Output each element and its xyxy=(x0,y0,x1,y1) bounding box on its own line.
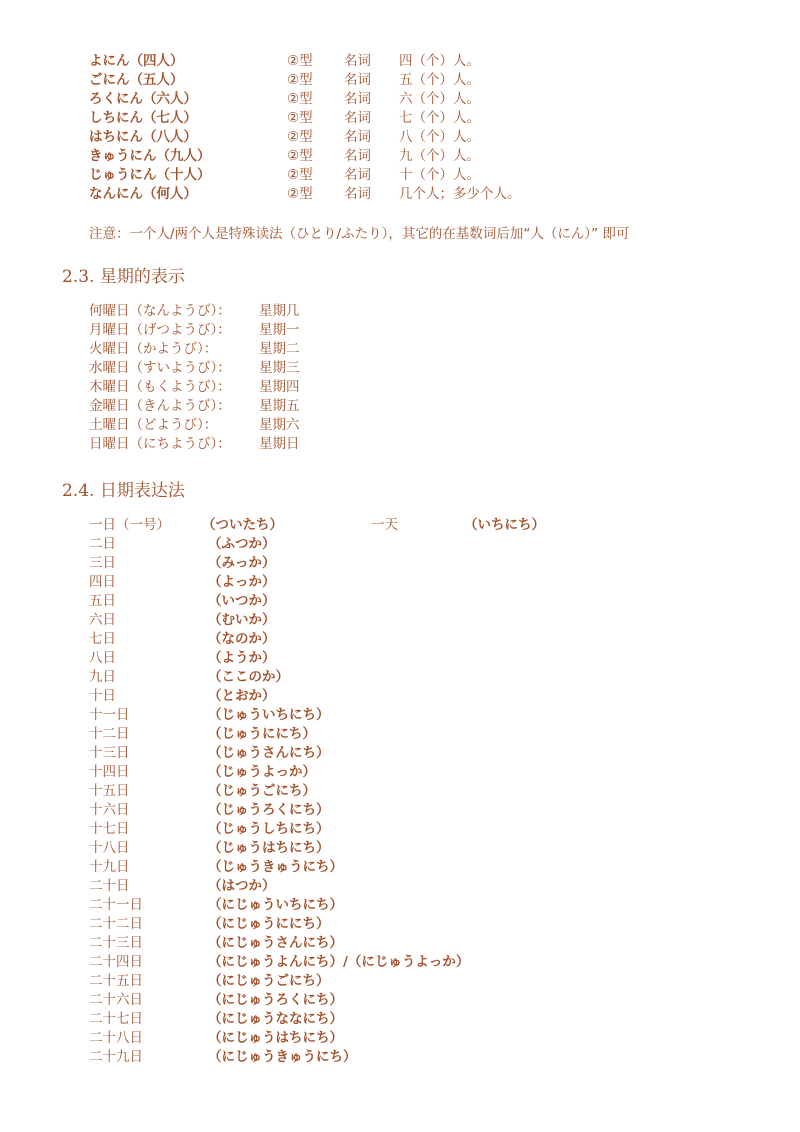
date-reading: （ふつか） xyxy=(208,536,276,552)
date-term: 十七日 xyxy=(89,821,130,837)
meaning-cell: 六（个）人。 xyxy=(399,91,480,107)
date-term: 二十九日 xyxy=(89,1049,143,1065)
date-reading: （ついたち） xyxy=(202,517,283,533)
section-heading-weekdays: 2.3. 星期的表示 xyxy=(62,267,185,287)
date-term: 九日 xyxy=(89,669,116,685)
pos-cell: 名词 xyxy=(344,186,371,202)
date-term: 二十八日 xyxy=(89,1030,143,1046)
type-cell: ②型 xyxy=(287,110,313,126)
date-term: 二十日 xyxy=(89,878,130,894)
date-term: 二十四日 xyxy=(89,954,143,970)
date-reading: （とおか） xyxy=(208,688,276,704)
date-reading: （なのか） xyxy=(208,631,276,647)
weekday-term: 水曜日（すいようび）： xyxy=(89,360,231,376)
date-term: 十四日 xyxy=(89,764,130,780)
date-term: 二十三日 xyxy=(89,935,143,951)
date-term: 十二日 xyxy=(89,726,130,742)
reading-cell: きゅうにん（九人） xyxy=(89,148,211,164)
date-reading: （じゅうさんにち） xyxy=(208,745,330,761)
date-reading: （よっか） xyxy=(208,574,276,590)
section-heading-dates: 2.4. 日期表达法 xyxy=(62,481,185,501)
reading-cell: よにん（四人） xyxy=(89,53,184,69)
meaning-cell: 九（个）人。 xyxy=(399,148,480,164)
date-term: 十五日 xyxy=(89,783,130,799)
date-term: 五日 xyxy=(89,593,116,609)
alt-reading: （いちにち） xyxy=(464,517,545,533)
date-reading: （にじゅういちにち） xyxy=(208,897,343,913)
date-term: 二十七日 xyxy=(89,1011,143,1027)
weekday-meaning: 星期五 xyxy=(259,398,300,414)
date-reading: （にじゅうごにち） xyxy=(208,973,330,989)
date-reading: （じゅうよっか） xyxy=(208,764,316,780)
pos-cell: 名词 xyxy=(344,148,371,164)
date-term: 一日（一号） xyxy=(89,517,170,533)
reading-cell: しちにん（七人） xyxy=(89,110,197,126)
meaning-cell: 四（个）人。 xyxy=(399,53,480,69)
weekday-meaning: 星期四 xyxy=(259,379,300,395)
meaning-cell: 五（个）人。 xyxy=(399,72,480,88)
date-reading: （にじゅうきゅうにち） xyxy=(208,1049,357,1065)
meaning-cell: 七（个）人。 xyxy=(399,110,480,126)
date-reading: （じゅうろくにち） xyxy=(208,802,330,818)
type-cell: ②型 xyxy=(287,91,313,107)
date-reading: （にじゅうさんにち） xyxy=(208,935,343,951)
date-reading: （にじゅうななにち） xyxy=(208,1011,343,1027)
date-reading: （いつか） xyxy=(208,593,276,609)
meaning-cell: 八（个）人。 xyxy=(399,129,480,145)
weekday-meaning: 星期几 xyxy=(259,303,300,319)
date-term: 七日 xyxy=(89,631,116,647)
date-term: 二日 xyxy=(89,536,116,552)
pos-cell: 名词 xyxy=(344,110,371,126)
pos-cell: 名词 xyxy=(344,72,371,88)
reading-cell: はちにん（八人） xyxy=(89,129,197,145)
weekday-meaning: 星期二 xyxy=(259,341,300,357)
weekday-meaning: 星期日 xyxy=(259,436,300,452)
type-cell: ②型 xyxy=(287,72,313,88)
type-cell: ②型 xyxy=(287,148,313,164)
date-reading: （にじゅうよんにち）/（にじゅうよっか） xyxy=(208,954,470,970)
reading-cell: ごにん（五人） xyxy=(89,72,184,88)
date-reading: （じゅうににち） xyxy=(208,726,316,742)
counting-note: 注意：一个人/两个人是特殊读法（ひとり/ふたり），其它的在基数词后加“人（にん）” 即可 xyxy=(89,226,630,242)
weekday-term: 日曜日（にちようび）： xyxy=(89,436,231,452)
type-cell: ②型 xyxy=(287,53,313,69)
date-reading: （むいか） xyxy=(208,612,276,628)
date-term: 十三日 xyxy=(89,745,130,761)
date-term: 二十五日 xyxy=(89,973,143,989)
date-reading: （ここのか） xyxy=(208,669,289,685)
date-reading: （にじゅうににち） xyxy=(208,916,330,932)
meaning-cell: 几个人；多少个人。 xyxy=(399,186,521,202)
date-term: 十一日 xyxy=(89,707,130,723)
pos-cell: 名词 xyxy=(344,167,371,183)
weekday-meaning: 星期六 xyxy=(259,417,300,433)
pos-cell: 名词 xyxy=(344,91,371,107)
weekday-term: 何曜日（なんようび）： xyxy=(89,303,231,319)
date-reading: （にじゅうろくにち） xyxy=(208,992,343,1008)
weekday-term: 月曜日（げつようび）： xyxy=(89,322,231,338)
date-reading: （はつか） xyxy=(208,878,276,894)
reading-cell: なんにん（何人） xyxy=(89,186,197,202)
date-term: 十八日 xyxy=(89,840,130,856)
date-reading: （じゅうきゅうにち） xyxy=(208,859,343,875)
date-term: 十九日 xyxy=(89,859,130,875)
weekday-term: 金曜日（きんようび）： xyxy=(89,398,231,414)
pos-cell: 名词 xyxy=(344,53,371,69)
date-term: 四日 xyxy=(89,574,116,590)
date-term: 二十六日 xyxy=(89,992,143,1008)
type-cell: ②型 xyxy=(287,167,313,183)
meaning-cell: 十（个）人。 xyxy=(399,167,480,183)
date-reading: （じゅうはちにち） xyxy=(208,840,330,856)
alt-term: 一天 xyxy=(371,517,398,533)
date-reading: （じゅういちにち） xyxy=(208,707,330,723)
date-term: 二十二日 xyxy=(89,916,143,932)
weekday-term: 火曜日（かようび）： xyxy=(89,341,218,357)
type-cell: ②型 xyxy=(287,186,313,202)
weekday-meaning: 星期一 xyxy=(259,322,300,338)
date-reading: （みっか） xyxy=(208,555,276,571)
weekday-term: 土曜日（どようび）： xyxy=(89,417,218,433)
type-cell: ②型 xyxy=(287,129,313,145)
date-term: 八日 xyxy=(89,650,116,666)
date-term: 六日 xyxy=(89,612,116,628)
date-term: 二十一日 xyxy=(89,897,143,913)
date-reading: （にじゅうはちにち） xyxy=(208,1030,343,1046)
reading-cell: じゅうにん（十人） xyxy=(89,167,211,183)
weekday-meaning: 星期三 xyxy=(259,360,300,376)
date-term: 三日 xyxy=(89,555,116,571)
reading-cell: ろくにん（六人） xyxy=(89,91,197,107)
date-term: 十日 xyxy=(89,688,116,704)
date-term: 十六日 xyxy=(89,802,130,818)
date-reading: （ようか） xyxy=(208,650,276,666)
date-reading: （じゅうしちにち） xyxy=(208,821,330,837)
date-reading: （じゅうごにち） xyxy=(208,783,316,799)
pos-cell: 名词 xyxy=(344,129,371,145)
weekday-term: 木曜日（もくようび）： xyxy=(89,379,231,395)
